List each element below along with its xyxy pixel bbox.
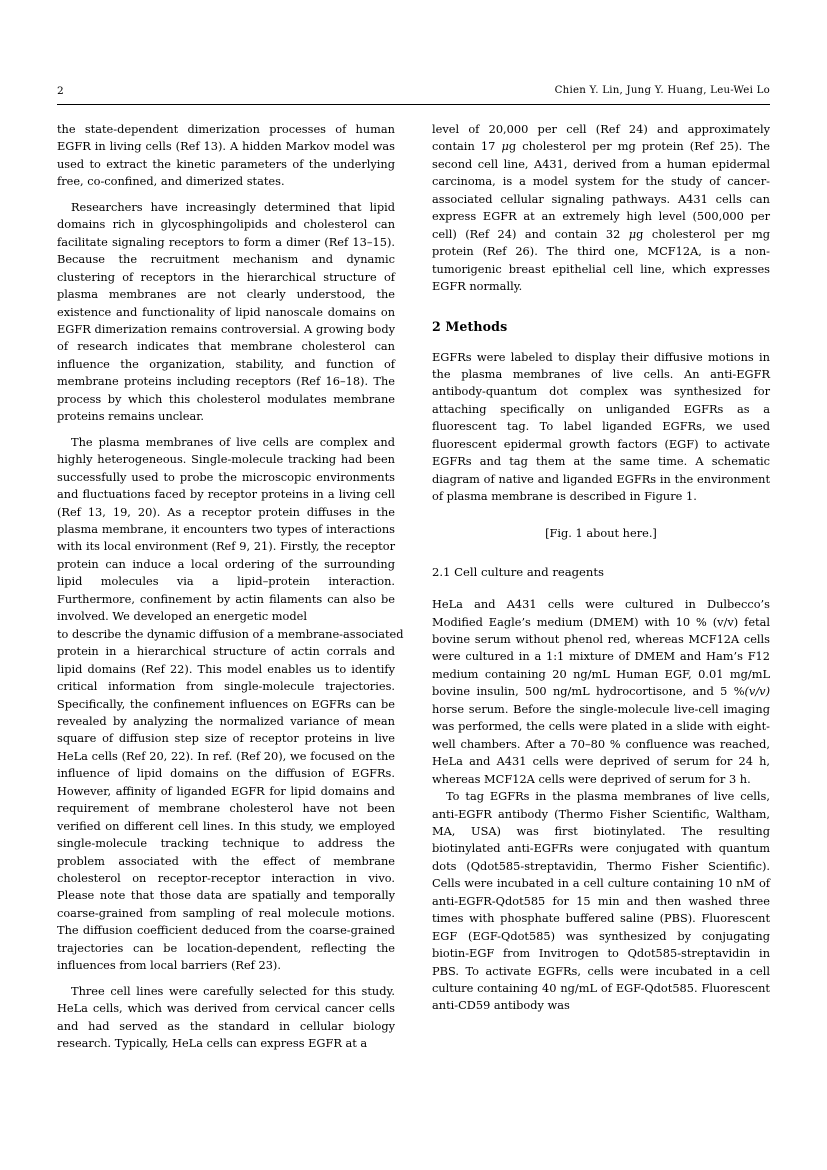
paragraph: The plasma membranes of live cells are complex and highly heterogeneous. Single-molecule tracking had been successfully used to probe the microscopic environments and fluctuations faced by receptor proteins in a living cell (Ref 13, 19, 20). As a receptor protein diffuses in the plasma membrane, it encounters two types of interactions with its local environment (Ref 9, 21). Firstly, the receptor protein can induce a local ordering of the surrounding lipid molecules via a lipid–protein interaction. Furthermore, confinement by actin filaments can also be involved. We developed an energetic model [57,434,395,624]
paragraph: Researchers have increasingly determined that lipid domains rich in glycosphingolipids and cholesterol can facilitate signaling receptors to form a dimer (Ref 13–15). Because the recruitment mechanism and dynamic clustering of receptors in the hierarchical structure of plasma membranes are not clearly understood, the existence and functionality of lipid nanoscale domains on EGFR dimerization remains controversial. A growing body of research indicates that membrane cholesterol can influence the organization, stability, and function of membrane proteins including receptors (Ref 16–18). The process by which this cholesterol modulates membrane proteins remains unclear. [57,199,395,424]
text-run: HeLa and A431 cells were cultured in Dulbecco’s Modified Eagle’s medium (DMEM) with 10 % (v/v) fetal bovine serum without phenol red, whereas MCF12A cells were cultured in a 1:1 mixture of DMEM and Ham’s F12 medium containing 20 ng/mL Human EGF, 0.01 mg/mL bovine insulin, 500 ng/mL hydrocortisone, and 5 % [432,597,770,699]
subsection-gap-after [432,581,770,596]
paragraph [432,596,770,788]
subsection-heading: 2.1 Cell culture and reagents [432,565,604,580]
left-column [57,121,404,1053]
header-rule [57,104,770,105]
paragraph: the state-dependent dimerization processes of human EGFR in living cells (Ref 13). A hidden Markov model was used to extract the kinetic parameters of the underlying free, co-confined, and dimerized states. [57,122,395,189]
two-column-body [57,121,771,1051]
micro-symbol: μ [628,226,637,241]
micro-symbol: μ [501,139,509,154]
section-gap-before [432,296,770,318]
paragraph: EGFRs were labeled to display their diffusive motions in the plasma membranes of live cells. An anti-EGFR antibody-quantum dot complex was synthesized for attaching specifically on unliganded EGFRs as a fluorescent tag. To label liganded EGFRs, we used fluorescent epidermal growth factors (EGF) to activate EGFRs and tag them at the same time. A schematic diagram of native and liganded EGFRs in the environment of plasma membrane is described in Figure 1. [432,349,770,504]
text-run: level of 20,000 per cell (Ref 24) and approximately contain 17 [432,122,770,154]
paragraph-gap [57,426,395,434]
volume-ratio-italic: (v/v) [744,684,770,699]
section-gap-after [432,335,770,349]
right-column [432,121,770,1015]
running-head [57,84,770,104]
paragraph: Three cell lines were carefully selected for this study. HeLa cells, which was derived from cervical cancer cells and had served as the standard in cellular biology research. Typically, HeLa cells can express EGFR at a [57,983,395,1051]
text-run: horse serum. Before the single-molecule live-cell imaging was performed, the cells were plated in a slide with eight-well chambers. After a 70–80 % confluence was reached, HeLa and A431 cells were deprived of serum for 24 h, whereas MCF12A cells were deprived of serum for 3 h. [432,701,770,786]
paragraph-gap [57,975,395,983]
figure-gap-after [432,542,770,564]
page-number: 2 [57,85,64,97]
paragraph: protein in a hierarchical structure of actin corrals and lipid domains (Ref 22). This model enables us to identify critical information from single-molecule trajectories. Specifically, the confinement influences on EGFRs can be revealed by analyzing the normalized variance of mean square of diffusion step size of receptor proteins in live HeLa cells (Ref 20, 22). In ref. (Ref 20), we focused on the influence of lipid domains on the diffusion of EGFRs. However, affinity of liganded EGFR for lipid domains and requirement of membrane cholesterol have not been verified on different cell lines. In this study, we employed single-molecule tracking technique to address the problem associated with the effect of membrane cholesterol on receptor-receptor interaction in vivo. Please note that those data are spatially and temporally coarse-grained from sampling of real molecule motions. The diffusion coefficient deduced from the coarse-grained trajectories can be location-dependent, reflecting the influences from local barriers (Ref 23). [57,644,395,973]
figure-placeholder: [Fig. 1 about here.] [545,525,657,540]
paragraph-gap [57,191,395,199]
figure-gap-before [432,506,770,525]
paragraph [432,121,770,296]
running-head-authors: Chien Y. Lin, Jung Y. Huang, Leu-Wei Lo [554,85,770,96]
paragraph-overrun-line: to describe the dynamic diffusion of a membrane-associated [57,626,404,641]
paragraph: To tag EGFRs in the plasma membranes of live cells, anti-EGFR antibody (Thermo Fisher Scientific, Waltham, MA, USA) was first biotinylated. The resulting biotinylated anti-EGFRs were conjugated with quantum dots (Qdot585-streptavidin, Thermo Fisher Scientific). Cells were incubated in a cell culture containing 10 nM of anti-EGFR-Qdot585 for 15 min and then washed three times with phosphate buffered saline (PBS). Fluorescent EGF (EGF-Qdot585) was synthesized by conjugating biotin-EGF from Invitrogen to Qdot585-streptavidin in PBS. To activate EGFRs, cells were incubated in a cell culture containing 40 ng/mL of EGF-Qdot585. Fluorescent anti-CD59 antibody was [432,789,770,1013]
section-heading: 2 Methods [432,318,508,334]
text-run: g cholesterol per mg protein (Ref 25). The second cell line, A431, derived from a human epidermal carcinoma, is a model system for the study of cancer-associated cellular signaling pathways. A431 cells can express EGFR at an extremely high level (500,000 per cell) (Ref 24) and contain 32 [432,139,771,241]
text-run: g cholesterol per mg protein (Ref 26). The third one, MCF12A, is a non-tumorigenic breast epithelial cell line, which expresses EGFR normally. [432,226,770,294]
